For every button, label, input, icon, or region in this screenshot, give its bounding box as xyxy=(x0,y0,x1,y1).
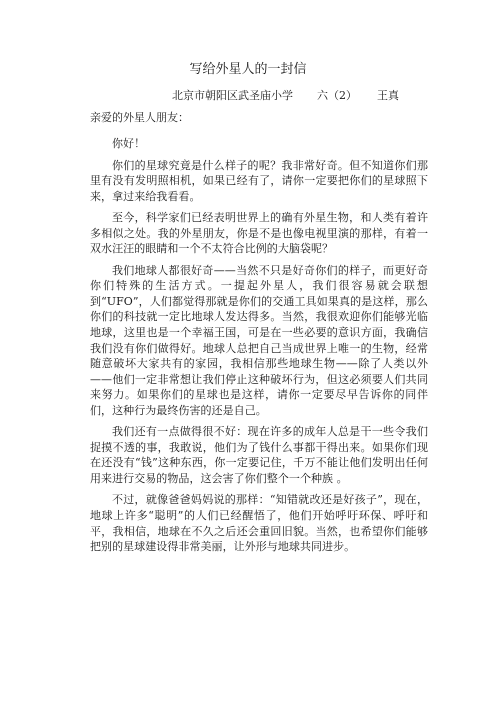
letter-title: 写给外星人的一封信 xyxy=(189,62,307,77)
paragraph: 我们还有一点做得很不好：现在许多的成年人总是干一些令我们捉摸不透的事，我敢说，他们为了钱什么事都干得出来。如果你们现在还没有“钱”这种东西，你一定要记住，千万不能让他们发明出任何用来进行交易的物品，这会害了你们整个一个种族 。 xyxy=(90,425,428,485)
letter-salutation: 亲爱的外星人朋友： xyxy=(90,111,189,124)
author-byline xyxy=(172,89,399,103)
paragraph: 不过，就像爸爸妈妈说的那样：“知错就改还是好孩子”，现在，地球上许多“聪明”的人们已经醒悟了，他们开始呼吁环保、呼吁和平，我相信，地球在不久之后还会重回旧貌。当然，也希望你们能够把别的星球建设得非常美丽，让外形与地球共同进步。 xyxy=(90,493,428,554)
letter-body xyxy=(90,136,428,561)
author-name: 王真 xyxy=(377,89,399,102)
paragraph: 我们地球人都很好奇——当然不只是好奇你们的样子，而更好奇你们特殊的生活方式。一提起外星人，我们很容易就会联想到“UFO”，人们都觉得那就是你们的交通工具如果真的是这样，那么你们的科技就一定比地球人发达得多。当然，我很欢迎你们能够光临地球，这里也是一个幸福王国，可是在一些必要的意识方面，我确信我们没有你们做得好。地球人总把自己当成世界上唯一的生物，经常随意破坏大家共有的家园，我相信那些地球生物——除了人类以外——他们一定非常想让我们停止这种破坏行为，但这必须要人们共同来努力。如果你们的星球也是这样，请你一定要尽早告诉你的同伴们，这种行为最终伤害的还是自己。 xyxy=(90,263,428,417)
author-school: 北京市朝阳区武圣庙小学 xyxy=(172,89,293,102)
paragraph-greeting: 你好！ xyxy=(112,137,146,150)
paragraph: 你们的星球究竟是什么样子的呢？我非常好奇。但不知道你们那里有没有发明照相机，如果已经有了，请你一定要把你们的星球照下来，拿过来给我看看。 xyxy=(90,158,428,203)
author-class: 六（2） xyxy=(317,89,357,102)
paragraph: 至今，科学家们已经表明世界上的确有外星生物，和人类有着许多相似之处。我的外星朋友，你是不是也像电视里演的那样，有着一双水汪汪的眼睛和一个不太符合比例的大脑袋呢？ xyxy=(90,211,428,256)
